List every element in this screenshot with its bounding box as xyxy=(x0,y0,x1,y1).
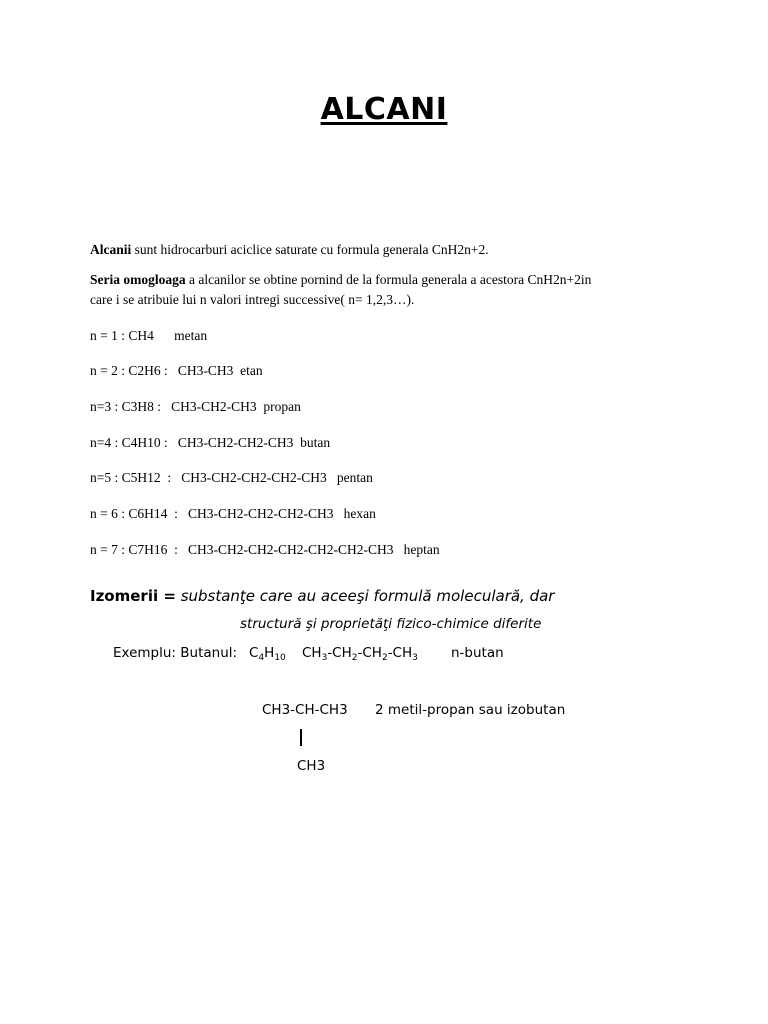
n-butan-label: n-butan xyxy=(451,645,504,661)
isobutane-methyl-branch: CH3 xyxy=(297,758,326,774)
isobutane-name: 2 metil-propan sau izobutan xyxy=(375,702,566,718)
series-paragraph-line2: care i se atribuie lui n valori intregi successive( n= 1,2,3…). xyxy=(90,292,415,307)
butane-chain: $CH_3-CH_2-CH_2-CH_3$ xyxy=(302,645,418,663)
isobutane-bond-line xyxy=(300,729,302,746)
series-term: Seria omogloaga xyxy=(90,272,186,287)
homologue-line-2: n = 2 : C2H6 : CH3-CH3 etan xyxy=(90,363,263,378)
intro-paragraph xyxy=(90,242,489,258)
homologue-line-3: n=3 : C3H8 : CH3-CH2-CH3 propan xyxy=(90,399,301,414)
homologue-line-1: n = 1 : CH4 metan xyxy=(90,328,208,343)
intro-term: Alcanii xyxy=(90,242,132,257)
homologue-line-7: n = 7 : C7H16 : CH3-CH2-CH2-CH2-CH2-CH2-CH3 heptan xyxy=(90,542,440,557)
series-text: a alcanilor se obtine pornind de la formula generala a acestora CnH2n+2in xyxy=(185,272,592,287)
homologue-line-6: n = 6 : C6H14 : CH3-CH2-CH2-CH2-CH3 hexan xyxy=(90,506,376,521)
example-label: Exemplu: Butanul: xyxy=(113,645,238,661)
series-paragraph-line1 xyxy=(90,272,591,288)
isomers-def-text-1: substanţe care au aceeşi formulă moleculară, dar xyxy=(180,587,555,605)
isomers-term: Izomerii = xyxy=(90,587,176,605)
homologue-line-5: n=5 : C5H12 : CH3-CH2-CH2-CH2-CH3 pentan xyxy=(90,470,373,485)
isomers-definition-line2: structură şi proprietăţi fizico-chimice diferite xyxy=(240,616,542,632)
isobutane-main-chain: CH3-CH-CH3 xyxy=(262,702,348,718)
intro-text: sunt hidrocarburi aciclice saturate cu formula generala CnH2n+2. xyxy=(131,242,489,257)
butane-formula: $C_4H_{10}$ xyxy=(249,645,286,663)
document-title: ALCANI xyxy=(320,92,448,127)
isomers-definition-line1 xyxy=(90,587,554,605)
homologue-line-4: n=4 : C4H10 : CH3-CH2-CH2-CH3 butan xyxy=(90,435,331,450)
